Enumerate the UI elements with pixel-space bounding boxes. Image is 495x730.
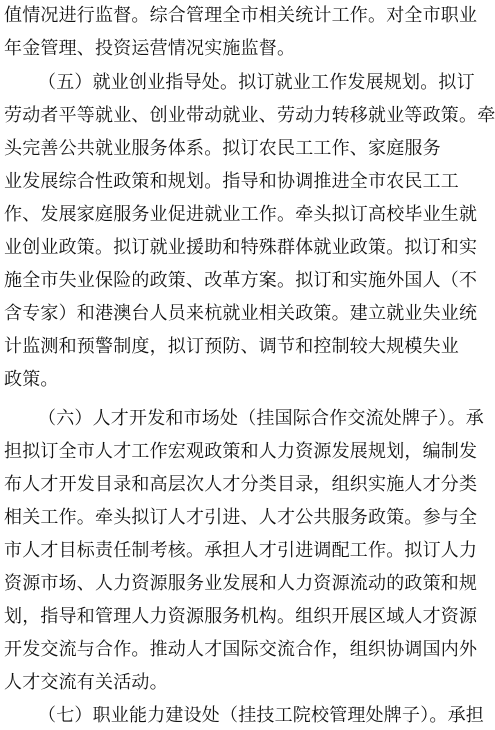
text-line-12: 政策。 [4, 369, 59, 390]
text-line-18: 资源市场、人力资源服务业发展和人力资源流动的政策和规 [4, 573, 478, 594]
text-line-6: 业发展综合性政策和规划。指导和协调推进全市农民工工 [4, 171, 459, 192]
text-line-11: 计监测和预警制度，拟订预防、调节和控制较大规模失业 [4, 336, 459, 357]
section-heading-six: （六）人才开发和市场处（挂国际合作交流处牌子）。承 [38, 408, 484, 429]
text-line-16: 相关工作。牵头拟订人才引进、人才公共服务政策。参与全 [4, 507, 478, 528]
text-line-20: 开发交流与合作。推动人才国际交流合作，组织协调国内外 [4, 639, 478, 660]
text-line-9: 施全市失业保险的政策、改革方案。拟订和实施外国人（不 [4, 270, 478, 291]
text-line-2: 年金管理、投资运营情况实施监督。 [4, 38, 296, 59]
text-line-21: 人才交流有关活动。 [4, 672, 168, 693]
text-line-10: 含专家）和港澳台人员来杭就业相关政策。建立就业失业统 [4, 303, 478, 324]
text-line-5: 头完善公共就业服务体系。拟订农民工工作、家庭服务 [4, 138, 441, 159]
text-line-7: 作、发展家庭服务业促进就业工作。牵头拟订高校毕业生就 [4, 204, 478, 225]
text-line-17: 市人才目标责任制考核。承担人才引进调配工作。拟订人力 [4, 540, 478, 561]
text-line-4: 劳动者平等就业、创业带动就业、劳动力转移就业等政策。牵 [4, 105, 495, 126]
text-line-14: 担拟订全市人才工作宏观政策和人力资源发展规划，编制发 [4, 441, 478, 462]
section-heading-five: （五）就业创业指导处。拟订就业工作发展规划。拟订 [38, 72, 475, 93]
text-line-8: 业创业政策。拟订就业援助和特殊群体就业政策。拟订和实 [4, 237, 478, 258]
text-line-1: 值情况进行监督。综合管理全市相关统计工作。对全市职业 [4, 5, 478, 26]
section-heading-seven: （七）职业能力建设处（挂技工院校管理处牌子）。承担 [38, 705, 484, 726]
text-line-19: 划，指导和管理人力资源服务机构。组织开展区域人才资源 [4, 606, 478, 627]
text-line-15: 布人才开发目录和高层次人才分类目录，组织实施人才分类 [4, 474, 478, 495]
